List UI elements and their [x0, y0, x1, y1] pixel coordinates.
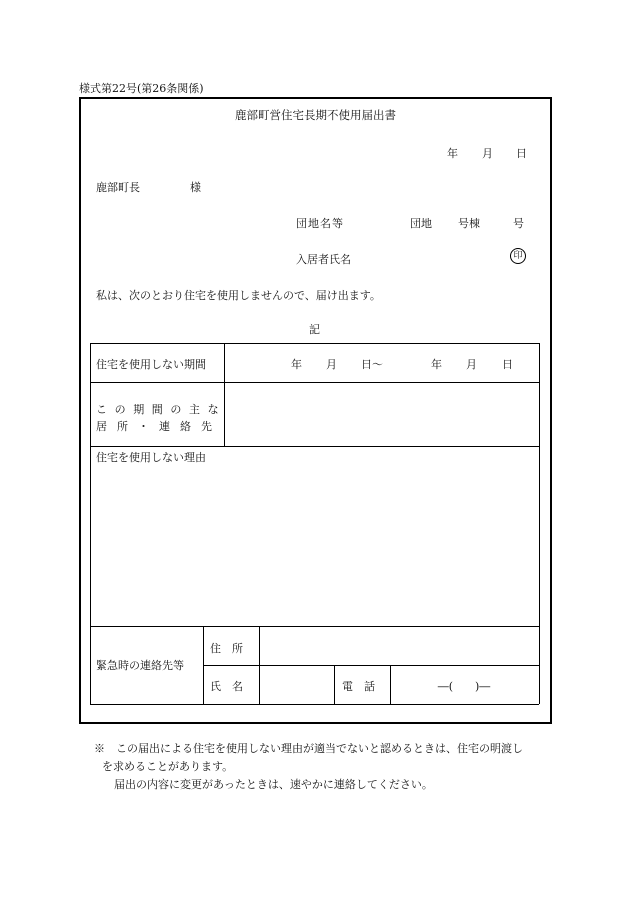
emergency-address-label: 住 所 — [210, 642, 243, 655]
date-day-label: 日 — [516, 147, 527, 160]
room-number-unit-label: 号 — [513, 217, 524, 230]
building-unit-label: 号棟 — [458, 217, 480, 230]
date-month-label: 月 — [482, 147, 493, 160]
honorific: 様 — [190, 181, 201, 194]
period-start-year: 年 — [291, 358, 302, 371]
estate-name-label: 団地名等 — [296, 217, 344, 230]
residence-contact-label-line2: 居所・連絡先 — [96, 420, 222, 433]
emergency-contact-label: 緊急時の連絡先等 — [96, 659, 184, 672]
estate-unit-label: 団地 — [410, 217, 432, 230]
residence-contact-label — [96, 401, 226, 435]
form-number: 様式第22号(第26条関係) — [79, 82, 204, 95]
non-use-period-label: 住宅を使用しない期間 — [96, 358, 206, 371]
period-start-month: 月 — [326, 358, 337, 371]
residence-contact-label-line1: この期間の主な — [96, 403, 227, 416]
note-eviction-line2: を求めることがあります。 — [102, 760, 234, 773]
period-start-day: 日～ — [361, 358, 383, 371]
period-end-month: 月 — [466, 358, 477, 371]
period-end-day: 日 — [502, 358, 513, 371]
period-end-year: 年 — [431, 358, 442, 371]
emergency-phone-label: 電 話 — [342, 680, 375, 693]
seal-mark: 印 — [510, 248, 526, 264]
emergency-phone-format: ―( )― — [437, 680, 491, 693]
date-year-label: 年 — [447, 147, 458, 160]
non-use-reason-label: 住宅を使用しない理由 — [96, 451, 206, 464]
emergency-name-label: 氏 名 — [210, 680, 243, 693]
addressee: 鹿部町長 — [96, 181, 140, 194]
statement-text: 私は、次のとおり住宅を使用しませんので、届け出ます。 — [96, 289, 381, 302]
resident-name-label: 入居者氏名 — [296, 253, 351, 266]
ki-heading: 記 — [309, 323, 320, 336]
note-eviction-line1: ※ この届出による住宅を使用しない理由が適当でないと認めるときは、住宅の明渡し — [94, 742, 523, 755]
document-title: 鹿部町営住宅長期不使用届出書 — [235, 108, 396, 122]
note-change-contact: 届出の内容に変更があったときは、速やかに連絡してください。 — [114, 778, 433, 791]
